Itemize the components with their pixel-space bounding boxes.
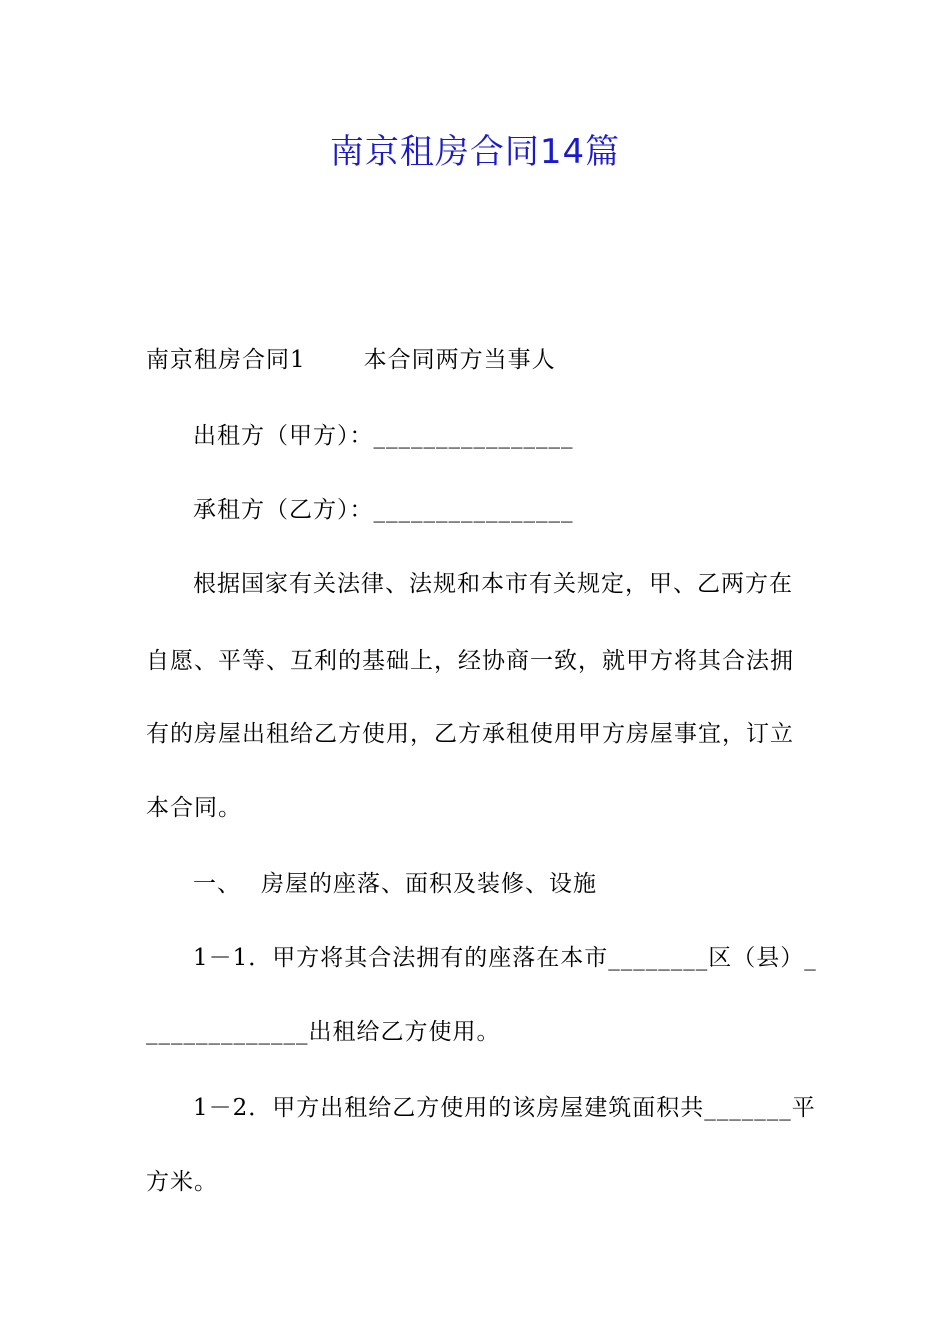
paragraph-line: 自愿、平等、互利的基础上，经协商一致，就甲方将其合法拥 <box>146 648 794 674</box>
parties-heading: 本合同两方当事人 <box>363 347 556 373</box>
clause-line: 1－2．甲方出租给乙方使用的该房屋建筑面积共_______平 <box>193 1095 816 1121</box>
paragraph-line: 本合同。 <box>146 795 242 821</box>
clause-line: _____________出租给乙方使用。 <box>146 1019 501 1045</box>
document-title: 南京租房合同14篇 <box>329 132 621 172</box>
contract-heading <box>146 344 806 376</box>
clause-line: 方米。 <box>146 1169 218 1195</box>
contract-number: 南京租房合同1 <box>146 347 306 373</box>
section-title: 房屋的座落、面积及装修、设施 <box>261 871 597 897</box>
clause-line: 1－1．甲方将其合法拥有的座落在本市________区（县）_ <box>193 945 817 971</box>
section-heading <box>193 868 806 900</box>
lessee-line: 承租方（乙方）：________________ <box>193 497 574 523</box>
lessor-line: 出租方（甲方）：________________ <box>193 423 574 449</box>
paragraph-line: 根据国家有关法律、法规和本市有关规定，甲、乙两方在 <box>193 571 793 597</box>
paragraph-line: 有的房屋出租给乙方使用，乙方承租使用甲方房屋事宜，订立 <box>146 721 794 747</box>
section-number: 一、 <box>193 871 241 897</box>
